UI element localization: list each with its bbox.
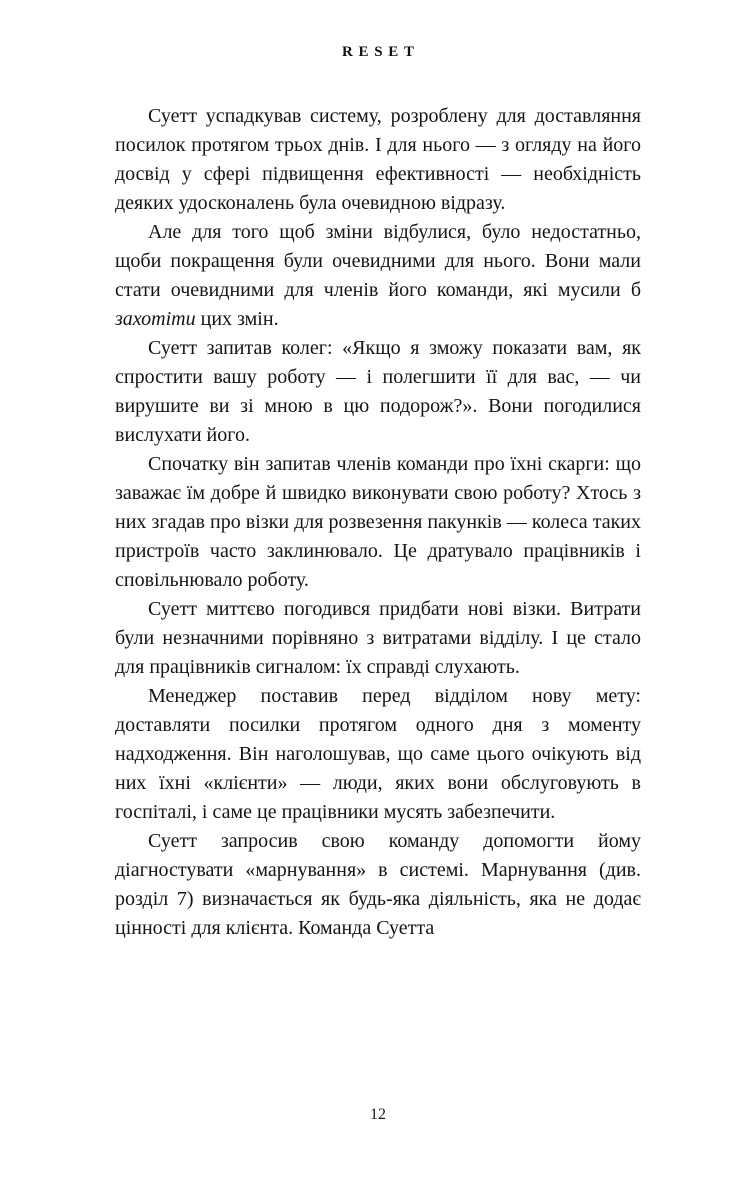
- paragraph: Менеджер поставив перед відділом нову мету: доставляти посилки протягом одного дня з моменту надходження. Він наголошував, що саме цього очікують від них їхні «клієнти» — люди, яких вони обслуговують в госпіталі, і саме це працівники мусять забезпечити.: [115, 685, 641, 823]
- paragraph-text: Але для того щоб зміни відбулися, було недостатньо, щоби покращення були очевидними для нього. Вони мали стати очевидними для членів його команди, які мусили б: [115, 221, 641, 301]
- paragraph: Суетт запросив свою команду допомогти йому діагностувати «марнування» в системі. Марнування (див. розділ 7) визначається як будь-яка діяльність, яка не додає цінності для клієнта. Команда Суетта: [115, 830, 641, 939]
- paragraph-text: цих змін.: [195, 308, 279, 330]
- paragraph: Суетт миттєво погодився придбати нові візки. Витрати були незначними порівняно з витратами відділу. І це стало для працівників сигналом: їх справді слухають.: [115, 598, 641, 678]
- text-block: [115, 102, 641, 943]
- paragraph: [115, 218, 641, 334]
- paragraph: Суетт запитав колег: «Якщо я зможу показати вам, як спростити вашу роботу — і полегшити її для вас, — чи вирушите ви зі мною в цю подорож?». Вони погодилися вислухати його.: [115, 337, 641, 446]
- page-number: 12: [370, 1106, 386, 1123]
- paragraph: Суетт успадкував систему, розроблену для доставляння посилок протягом трьох днів. І для нього — з огляду на його досвід у сфері підвищення ефективності — необхідність деяких удосконалень була очевидною відразу.: [115, 105, 641, 214]
- emphasized-word: захотіти: [115, 308, 196, 330]
- paragraph: Спочатку він запитав членів команди про їхні скарги: що заважає їм добре й швидко виконувати свою роботу? Хтось з них згадав про візки для розвезення пакунків — колеса таких пристроїв часто заклинювало. Це дратувало працівників і сповільнювало роботу.: [115, 453, 641, 591]
- running-head: RESET: [341, 44, 420, 60]
